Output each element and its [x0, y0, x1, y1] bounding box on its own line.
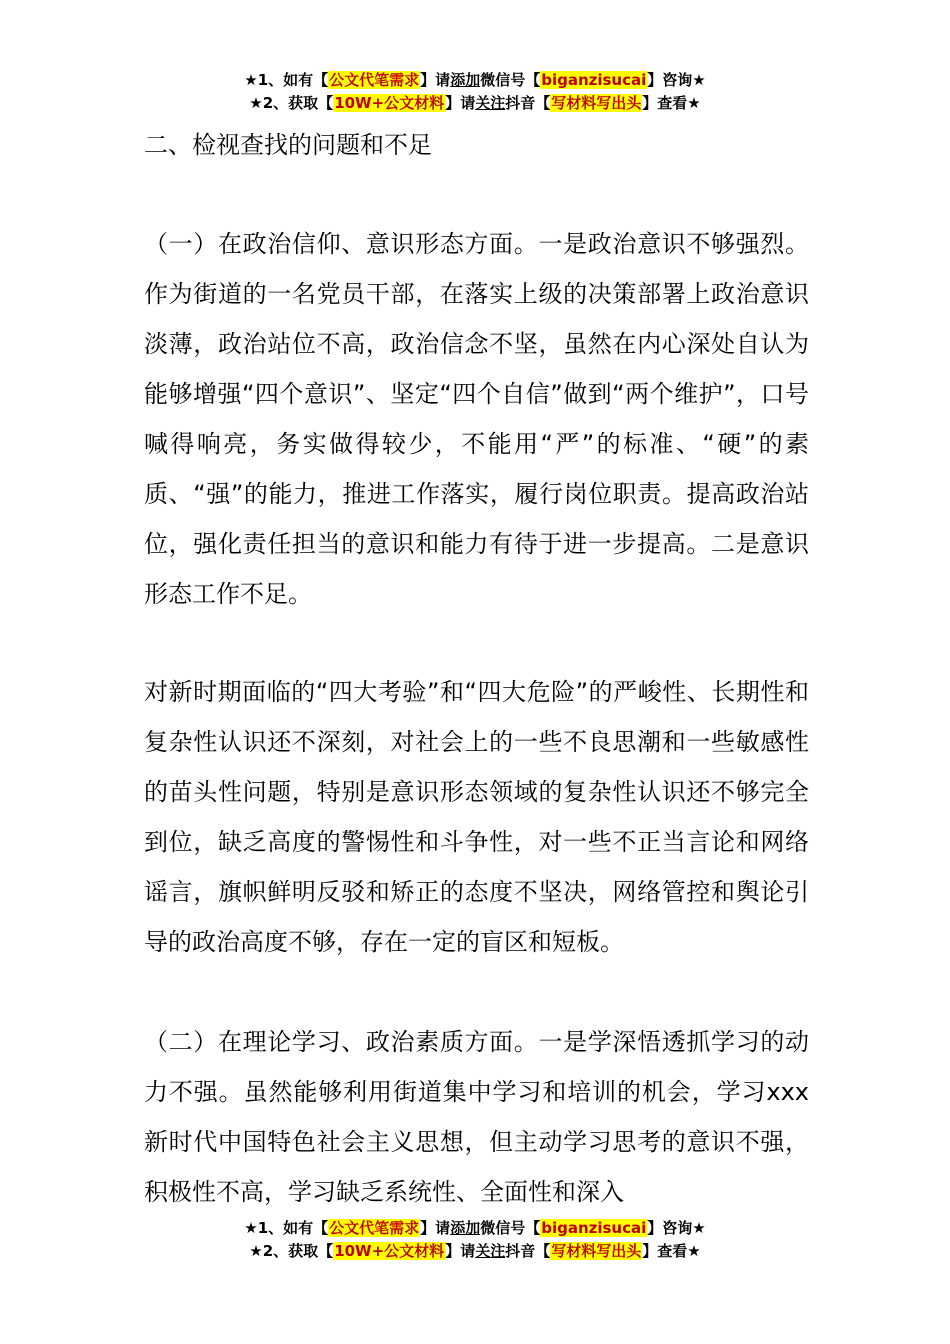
paragraph-3-block: [144, 1017, 809, 1217]
banner-line-1: ★1、如有【公文代笔需求】请添加微信号【biganzisucai】咨询★: [244, 71, 706, 89]
highlight-text: 10W+公文材料: [334, 1242, 445, 1260]
paragraph-2-block: [144, 667, 809, 967]
highlight-text: 写材料写出头: [551, 1242, 642, 1260]
highlight-text: 公文代笔需求: [329, 71, 420, 89]
highlight-text: biganzisucai: [541, 71, 647, 89]
highlight-text: 10W+公文材料: [334, 94, 445, 112]
underlined-text: 关注: [475, 1242, 506, 1260]
banner-line-1: ★1、如有【公文代笔需求】请添加微信号【biganzisucai】咨询★: [244, 1219, 706, 1237]
paragraph-1-block: [144, 219, 809, 619]
banner-line-2: ★2、获取【10W+公文材料】请关注抖音【写材料写出头】查看★: [249, 94, 701, 112]
paragraph-1: （一）在政治信仰、意识形态方面。一是政治意识不够强烈。作为街道的一名党员干部，在落实上级的决策部署上政治意识淡薄，政治站位不高，政治信念不坚，虽然在内心深处自认为能够增强“四个意识”、坚定“四个自信”做到“两个维护”，口号喊得响亮，务实做得较少，不能用“严”的标准、“硬”的素质、“强”的能力，推进工作落实，履行岗位职责。提高政治站位，强化责任担当的意识和能力有待于进一步提高。二是意识形态工作不足。: [144, 230, 809, 608]
header-banner: [0, 69, 950, 115]
paragraph-2: 对新时期面临的“四大考验”和“四大危险”的严峻性、长期性和复杂性认识还不深刻，对社会上的一些不良思潮和一些敏感性的苗头性问题，特别是意识形态领域的复杂性认识还不够完全到位，缺乏高度的警惕性和斗争性，对一些不正当言论和网络谣言，旗帜鲜明反驳和矫正的态度不坚决，网络管控和舆论引导的政治高度不够，存在一定的盲区和短板。: [144, 678, 809, 956]
highlight-text: 写材料写出头: [551, 94, 642, 112]
section-heading: 二、检视查找的问题和不足: [144, 131, 432, 159]
highlight-text: biganzisucai: [541, 1219, 647, 1237]
underlined-text: 添加: [450, 71, 481, 89]
underlined-text: 添加: [450, 1219, 481, 1237]
banner-line-2: ★2、获取【10W+公文材料】请关注抖音【写材料写出头】查看★: [249, 1242, 701, 1260]
highlight-text: 公文代笔需求: [329, 1219, 420, 1237]
paragraph-3: （二）在理论学习、政治素质方面。一是学深悟透抓学习的动力不强。虽然能够利用街道集中学习和培训的机会，学习xxx新时代中国特色社会主义思想，但主动学习思考的意识不强，积极性不高，学习缺乏系统性、全面性和深入: [144, 1028, 809, 1206]
footer-banner: [0, 1217, 950, 1263]
underlined-text: 关注: [475, 94, 506, 112]
